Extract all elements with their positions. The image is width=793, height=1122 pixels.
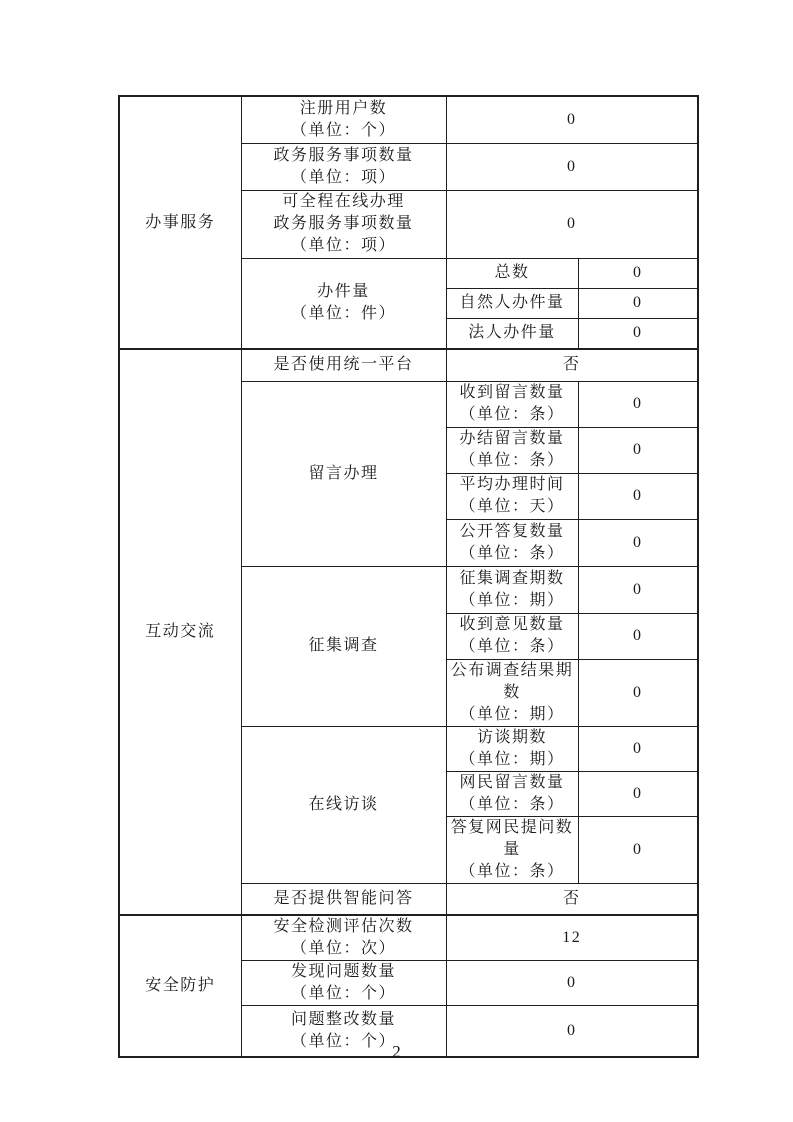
subitem-label-cell: [446, 771, 578, 816]
item-unit-line: （单位：个）: [290, 1032, 396, 1050]
item-label-line: 政务服务事项数量: [273, 215, 414, 232]
report-table: [118, 95, 699, 1058]
item-unit-line: （单位：件）: [290, 305, 396, 323]
item-label-cell: [241, 381, 446, 566]
item-label-line: 在线访谈: [308, 795, 379, 813]
value-cell: 0: [578, 566, 698, 613]
item-label-line: 办件量: [317, 283, 370, 301]
value-cell: 0: [578, 519, 698, 566]
item-label-cell: [241, 961, 446, 1006]
item-unit-line: （单位：次）: [290, 940, 396, 957]
value-cell: 0: [578, 816, 698, 883]
item-label-cell: [241, 349, 446, 381]
value-cell: 否: [446, 349, 698, 381]
item-label-line: 可全程在线办理: [282, 193, 405, 210]
subitem-unit-line: （单位：期）: [459, 705, 565, 723]
subitem-label-cell: [446, 258, 578, 288]
subitem-label-cell: [446, 473, 578, 519]
item-label-line: 注册用户数: [299, 99, 388, 117]
subitem-label-line: 网民留言数量: [459, 773, 565, 791]
item-label-line: 安全检测评估次数: [273, 918, 414, 935]
item-unit-line: （单位：项）: [290, 168, 396, 186]
value-cell: 0: [578, 613, 698, 659]
value-cell: 否: [446, 883, 698, 915]
subitem-label-cell: [446, 288, 578, 318]
item-label-line: 是否使用统一平台: [273, 356, 414, 374]
item-label-cell: [241, 190, 446, 258]
subitem-unit-line: （单位：期）: [459, 591, 565, 609]
value-cell: 0: [446, 961, 698, 1006]
subitem-unit-line: （单位：条）: [459, 862, 565, 880]
subitem-label-cell: [446, 519, 578, 566]
subitem-label-line: 访谈期数: [476, 728, 547, 746]
value-cell: 0: [446, 190, 698, 258]
value-cell: 0: [578, 771, 698, 816]
subitem-unit-line: （单位：条）: [459, 452, 565, 469]
value-cell: 0: [578, 427, 698, 473]
item-label-line: 留言办理: [308, 464, 379, 482]
item-label-line: 是否提供智能问答: [273, 889, 414, 907]
subitem-label-line: 办结留言数量: [459, 430, 565, 447]
category-cell-interaction: 互动交流: [119, 349, 241, 915]
item-unit-line: （单位：个）: [290, 985, 396, 1002]
item-label-line: 政务服务事项数量: [273, 146, 414, 164]
subitem-label-line: 总数: [494, 264, 530, 281]
value-cell: 12: [446, 915, 698, 961]
subitem-label-line: 收到意见数量: [459, 616, 565, 633]
item-label-cell: [241, 96, 446, 143]
subitem-label-cell: [446, 726, 578, 771]
value-cell: 0: [578, 659, 698, 726]
subitem-label-line: 法人办件量: [468, 324, 556, 342]
value-cell: 0: [578, 258, 698, 288]
subitem-unit-line: （单位：条）: [459, 795, 565, 813]
value-cell: 0: [578, 473, 698, 519]
value-cell: 0: [578, 288, 698, 318]
subitem-label-cell: [446, 566, 578, 613]
value-cell: 0: [446, 143, 698, 190]
item-label-line: 问题整改数量: [290, 1010, 396, 1028]
subitem-label-line: 公开答复数量: [459, 522, 565, 540]
subitem-label-line: 征集调查期数: [459, 569, 565, 587]
value-cell: 0: [578, 318, 698, 349]
item-label-cell: [241, 143, 446, 190]
subitem-label-line: 自然人办件量: [459, 294, 565, 311]
subitem-unit-line: （单位：天）: [459, 498, 565, 515]
subitem-label-cell: [446, 381, 578, 427]
subitem-unit-line: （单位：条）: [459, 406, 565, 423]
subitem-unit-line: （单位：期）: [459, 750, 565, 768]
subitem-label-cell: [446, 816, 578, 883]
item-unit-line: （单位：个）: [290, 121, 396, 139]
category-cell-security: 安全防护: [119, 915, 241, 1057]
item-label-cell: [241, 915, 446, 961]
item-label-cell: [241, 726, 446, 883]
subitem-unit-line: （单位：条）: [459, 544, 565, 562]
subitem-unit-line: （单位：条）: [459, 638, 565, 655]
item-label-line: 征集调查: [308, 637, 379, 654]
category-cell-service: 办事服务: [119, 96, 241, 349]
value-cell: 0: [446, 1006, 698, 1057]
item-label-cell: [241, 258, 446, 349]
value-cell: 0: [446, 96, 698, 143]
subitem-label-cell: [446, 427, 578, 473]
item-label-line: 发现问题数量: [290, 963, 396, 980]
subitem-label-line: 答复网民提问数量: [450, 818, 574, 858]
value-cell: 0: [578, 726, 698, 771]
value-cell: 0: [578, 381, 698, 427]
page-number: 2: [392, 1042, 401, 1061]
subitem-label-cell: [446, 659, 578, 726]
subitem-label-cell: [446, 613, 578, 659]
subitem-label-line: 公布调查结果期数: [450, 661, 574, 701]
subitem-label-line: 收到留言数量: [459, 384, 565, 401]
subitem-label-line: 平均办理时间: [459, 476, 565, 493]
item-unit-line: （单位：项）: [290, 237, 396, 254]
item-label-cell: [241, 566, 446, 726]
item-label-cell: [241, 883, 446, 915]
subitem-label-cell: [446, 318, 578, 349]
